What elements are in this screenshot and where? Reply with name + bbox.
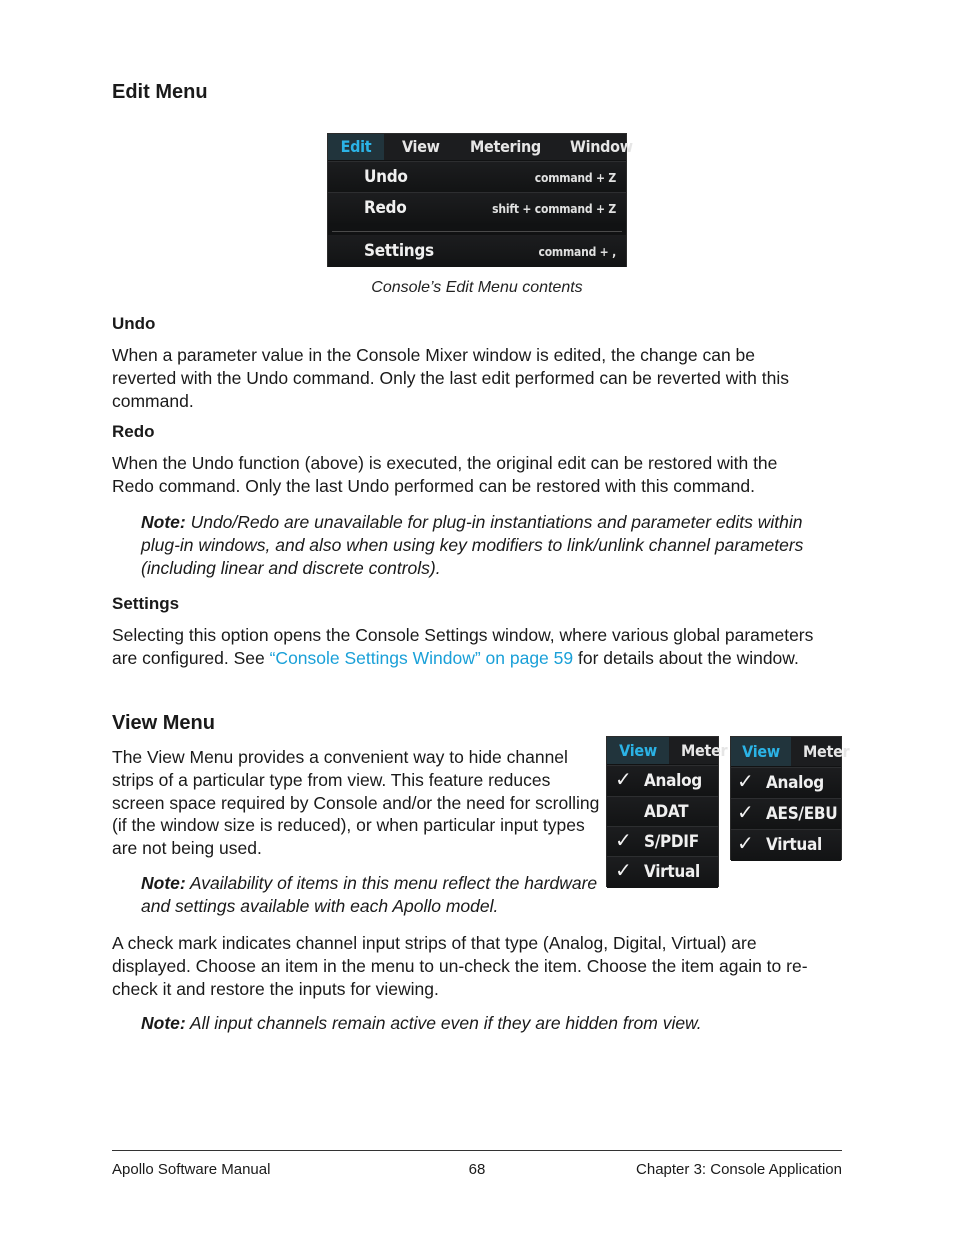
view-menu-note-2: [141, 1012, 821, 1035]
redo-heading: Redo: [112, 422, 155, 441]
undo-body: When a parameter value in the Console Mixer window is edited, the change can be reverted with the Undo command. Only the last edit performed can be reverted with this command.: [112, 345, 789, 411]
note-text: All input channels remain active even if they are hidden from view.: [185, 1013, 702, 1033]
check-icon: ✓: [737, 831, 754, 855]
settings-body-text: Selecting this option opens the Console Settings window, where various global parameters are configured. See: [112, 625, 814, 668]
view-item-spdif[interactable]: [607, 826, 718, 857]
view-menu-body-2: A check mark indicates channel input strips of that type (Analog, Digital, Virtual) are displayed. Choose an item in the menu to un-check the item. Choose the item again to re-check it and restore the inputs for viewing.: [112, 933, 808, 999]
menu-tab-edit[interactable]: Edit: [328, 134, 384, 160]
undo-heading: Undo: [112, 314, 156, 333]
redo-body: When the Undo function (above) is executed, the original edit can be restored with the Redo command. Only the last Undo performed can be restored with this command.: [112, 453, 778, 496]
footer-chapter: Chapter 3: Console Application: [636, 1161, 842, 1178]
view-item-label: Analog: [766, 773, 824, 793]
menu-item-shortcut: command + ,: [538, 245, 616, 259]
menu-tab-window[interactable]: Window: [570, 137, 633, 156]
footer-rule: [112, 1150, 842, 1151]
edit-menu-screenshot: [327, 133, 633, 267]
view-item-label: Analog: [644, 771, 702, 791]
view-menu-note: [141, 872, 603, 918]
menu-item-settings[interactable]: [328, 235, 626, 267]
settings-body: [112, 624, 824, 670]
view-menu-screenshot-a: [606, 736, 728, 887]
view-item-label: Virtual: [766, 835, 822, 855]
check-icon: ✓: [737, 769, 754, 793]
menu-tab-meter[interactable]: Meter: [803, 742, 850, 761]
menu-item-redo[interactable]: [328, 192, 626, 223]
view-item-adat[interactable]: [607, 796, 718, 827]
view-item-virtual[interactable]: [607, 856, 718, 888]
view-menu-body: The View Menu provides a convenient way to hide channel strips of a particular type from view. This feature reduces screen space required by Console and/or the need for scrolling (if the window size is reduced), or when particular input types are not being used.: [112, 747, 600, 859]
menu-item-label: Settings: [364, 241, 434, 261]
page-number: 68: [468, 1161, 486, 1178]
view-item-aes-ebu[interactable]: [731, 798, 841, 829]
menu-item-shortcut: shift + command + Z: [492, 202, 616, 216]
note-label: Note:: [141, 873, 186, 893]
view-item-virtual[interactable]: [731, 829, 841, 861]
menu-tab-view[interactable]: View: [402, 137, 440, 156]
view-item-label: ADAT: [644, 802, 689, 822]
settings-body-text-end: for details about the window.: [573, 647, 799, 668]
menu-item-undo[interactable]: [328, 161, 626, 192]
check-icon: ✓: [615, 828, 632, 852]
footer-manual-title: Apollo Software Manual: [112, 1161, 271, 1178]
note-label: Note:: [141, 1013, 186, 1033]
menu-tab-metering[interactable]: Metering: [470, 137, 541, 156]
view-item-label: AES/EBU: [766, 804, 838, 824]
settings-heading: Settings: [112, 594, 180, 613]
menu-separator: [332, 231, 622, 232]
menu-item-label: Redo: [364, 198, 407, 218]
check-icon: ✓: [615, 858, 632, 882]
redo-note: [141, 511, 821, 579]
edit-menu-heading: Edit Menu: [112, 81, 208, 103]
view-item-label: Virtual: [644, 862, 700, 882]
check-icon: ✓: [737, 800, 754, 824]
console-settings-link[interactable]: “Console Settings Window” on page 59: [269, 647, 574, 668]
view-menu-heading: View Menu: [112, 712, 215, 734]
menu-item-label: Undo: [364, 167, 408, 187]
note-text: Availability of items in this menu reflect the hardware and settings available with each Apollo model.: [141, 873, 598, 916]
view-item-analog[interactable]: [731, 767, 841, 798]
view-item-label: S/PDIF: [644, 832, 699, 852]
note-label: Note:: [141, 512, 186, 532]
check-icon: ✓: [615, 767, 632, 791]
note-text: Undo/Redo are unavailable for plug-in instantiations and parameter edits within plug-in windows, and also when using key modifiers to link/unlink channel parameters (including linear and discrete controls).: [141, 512, 804, 578]
figure-caption: Console’s Edit Menu contents: [371, 279, 583, 296]
menu-tab-view[interactable]: View: [731, 737, 791, 766]
menu-item-shortcut: command + Z: [534, 171, 616, 185]
view-menu-screenshot-b: [730, 736, 850, 860]
menu-tab-meter[interactable]: Meter: [681, 741, 728, 760]
menu-tab-view[interactable]: View: [607, 737, 669, 764]
view-item-analog[interactable]: [607, 765, 718, 796]
